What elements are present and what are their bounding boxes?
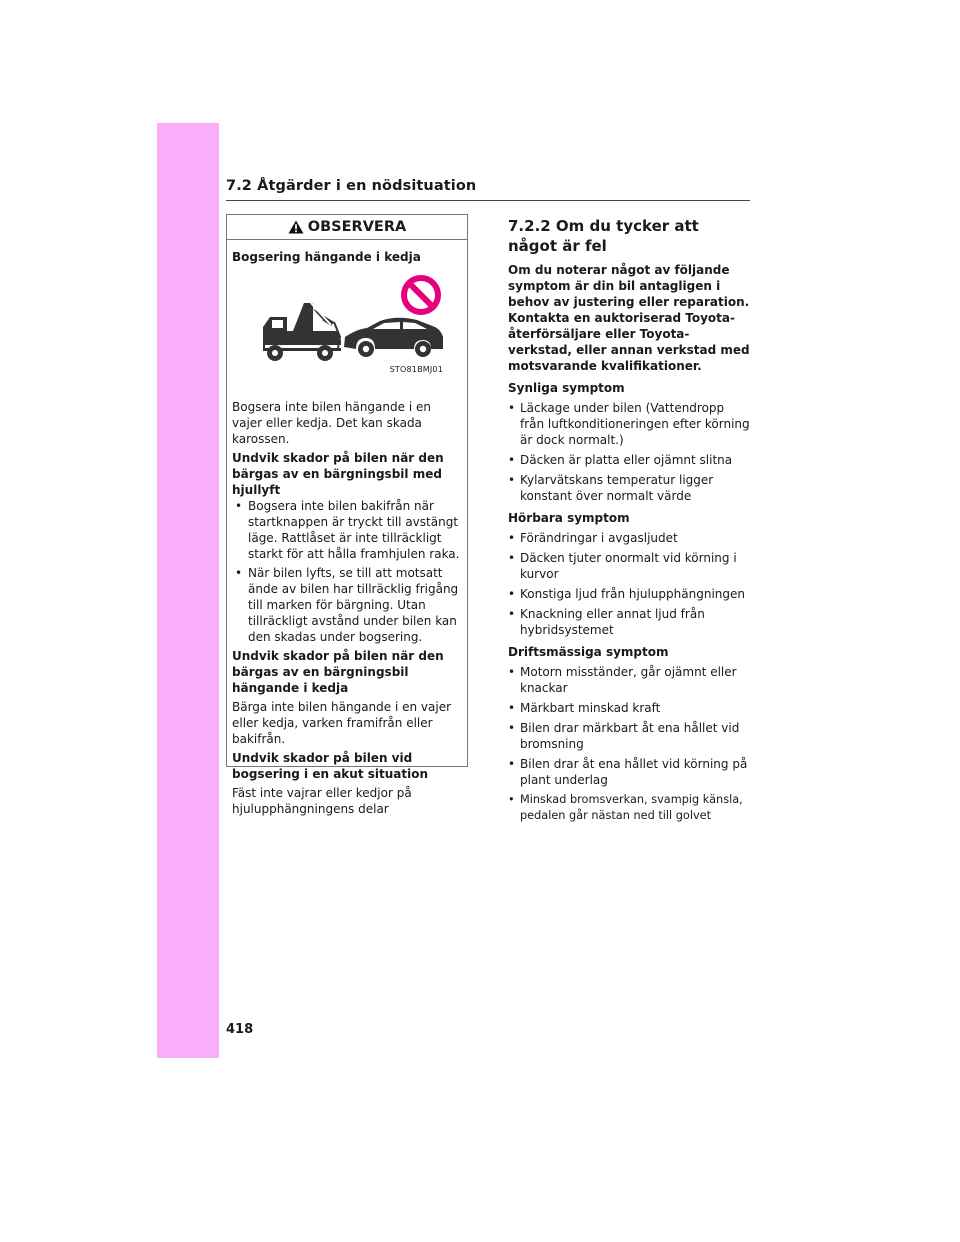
notice-heading-1: Bogsering hängande i kedja [232,250,421,264]
list-item: • Däcken tjuter onormalt vid körning i kurvor [508,550,750,582]
notice-bullet-list [232,498,462,645]
list-item: • Läckage under bilen (Vattendropp från luftkonditioneringen efter körning är dock normalt.) [508,400,750,448]
notice-body [227,249,467,817]
list-item: • När bilen lyfts, se till att motsatt ände av bilen har tillräcklig frigång till marken för bärgning. Utan tillräckligt avstånd under bilen kan den skadas under bogsering. [232,565,462,645]
list-item: • Knackning eller annat ljud från hybridsystemet [508,606,750,638]
list-item: • Motorn misständer, går ojämnt eller knackar [508,664,750,696]
list-item: • Bilen drar åt ena hållet vid körning på plant underlag [508,756,750,788]
warning-triangle-icon [288,220,304,234]
list-item: • Minskad bromsverkan, svampig känsla, pedalen går nästan ned till golvet [508,792,750,824]
illustration-code: STO81BMJ01 [389,365,443,374]
group-heading-audible: Hörbara symptom [508,511,630,525]
towing-illustration [227,265,467,385]
list-item: • Konstiga ljud från hjulupphängningen [508,586,750,602]
visible-symptoms-list [508,400,750,504]
prohibited-icon [404,278,438,312]
header-rule [226,200,750,201]
page-header: 7.2 Åtgärder i en nödsituation [226,178,477,194]
notice-heading-2: Undvik skador på bilen när den bärgas av en bärgningsbil med hjullyft [232,451,444,497]
list-item: • Däcken är platta eller ojämnt slitna [508,452,750,468]
list-item: • Bogsera inte bilen bakifrån när startknappen är tryckt till avstängt läge. Rattlåset är inte tillräckligt starkt för att hålla framhjulen raka. [232,498,462,562]
notice-heading-3: Undvik skador på bilen när den bärgas av en bärgningsbil hängande i kedja [232,649,444,695]
list-item: • Förändringar i avgasljudet [508,530,750,546]
page-number: 418 [226,1022,254,1037]
notice-title: OBSERVERA [307,219,407,235]
notice-header [227,215,467,240]
list-item: • Märkbart minskad kraft [508,700,750,716]
section-title: 7.2.2 Om du tycker att något är fel [508,217,699,255]
group-heading-operational: Driftsmässiga symptom [508,645,669,659]
audible-symptoms-list [508,530,750,638]
notice-paragraph-3: Bärga inte bilen hängande i en vajer eller kedja, varken framifrån eller bakifrån. [232,700,452,746]
notice-paragraph-4: Fäst inte vajrar eller kedjor på hjulupphängningens delar [232,786,412,816]
list-item: • Kylarvätskans temperatur ligger konstant över normalt värde [508,472,750,504]
notice-paragraph-1: Bogsera inte bilen hängande i en vajer eller kedja. Det kan skada karossen. [232,400,431,446]
operational-symptoms-list [508,664,750,824]
side-band [157,123,219,1058]
tow-truck-icon [263,303,343,361]
notice-box [226,214,468,816]
notice-heading-4: Undvik skador på bilen vid bogsering i en akut situation [232,751,429,781]
group-heading-visible: Synliga symptom [508,381,625,395]
car-icon [344,318,443,357]
list-item: • Bilen drar märkbart åt ena hållet vid bromsning [508,720,750,752]
symptoms-section [508,216,750,828]
section-intro: Om du noterar något av följande symptom är din bil antagligen i behov av justering eller reparation. Kontakta en auktoriserad Toyota-återförsäljare eller Toyota-verkstad, eller annan verkstad med motsvarande kvalifikationer. [508,263,750,373]
